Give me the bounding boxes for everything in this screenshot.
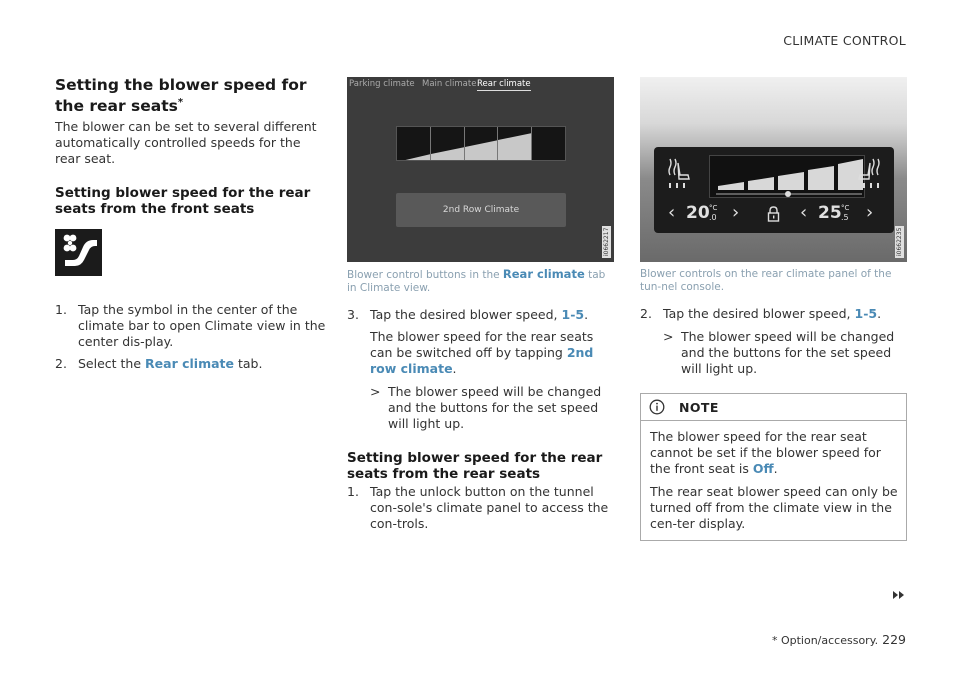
blower-level-3 bbox=[465, 127, 499, 160]
blower-level-5 bbox=[532, 127, 565, 160]
rear-blower-display bbox=[709, 155, 865, 198]
blower-level-1 bbox=[397, 127, 431, 160]
temp-right-value: 25 bbox=[818, 203, 842, 223]
chevron-right-icon: › bbox=[732, 202, 740, 223]
option-asterisk: * bbox=[177, 97, 184, 108]
chevron-left-icon: ‹ bbox=[668, 202, 676, 223]
fan-icon bbox=[55, 229, 102, 276]
tab-main-climate: Main climate bbox=[422, 79, 477, 89]
page-title: Setting the blower speed for the rear seats* bbox=[55, 76, 307, 116]
temp-left-decimal: .0 bbox=[709, 213, 717, 222]
list-item: 2. Select the Rear climate tab. bbox=[55, 356, 263, 372]
chevron-right-icon: › bbox=[866, 202, 874, 223]
step-detail: The blower speed for the rear seats can be switched off by tapping 2nd row climate. bbox=[370, 329, 594, 376]
climate-view-screenshot bbox=[347, 77, 614, 262]
chevron-left-icon: ‹ bbox=[800, 202, 808, 223]
figure-caption: Blower control buttons in the Rear climate tab in Climate view. bbox=[347, 267, 606, 294]
subheading-rear-seats: Setting blower speed for the rear seats from the rear seats bbox=[347, 450, 603, 482]
steps-list-front-cont bbox=[347, 307, 614, 323]
image-code: i0662217 bbox=[603, 227, 610, 257]
tab-parking-climate: Parking climate bbox=[349, 79, 415, 89]
note-box bbox=[640, 393, 907, 541]
climate-tabs bbox=[347, 78, 614, 92]
temp-left-unit: °C bbox=[709, 204, 718, 212]
rear-climate-tab-ref: Rear climate bbox=[145, 356, 234, 372]
blower-speed-bar bbox=[396, 126, 566, 161]
section-header: CLIMATE CONTROL bbox=[783, 33, 906, 48]
list-item: 3. Tap the desired blower speed, 1-5. bbox=[347, 307, 589, 322]
note-label: NOTE bbox=[679, 399, 719, 415]
second-row-climate-button: 2nd Row Climate bbox=[396, 193, 566, 227]
column-right bbox=[640, 77, 907, 541]
page-footer bbox=[772, 632, 906, 647]
seat-heat-right-icon bbox=[856, 157, 882, 189]
lock-icon bbox=[767, 206, 780, 222]
temp-left-value: 20 bbox=[686, 203, 710, 223]
note-body bbox=[641, 421, 906, 540]
temp-right-unit: °C bbox=[841, 204, 850, 212]
list-item: 1. Tap the symbol in the center of the climate bar to open Climate view in the center dis-play. bbox=[55, 302, 326, 350]
seat-heat-left-icon bbox=[666, 157, 692, 189]
rear-panel-screenshot bbox=[640, 77, 907, 262]
step-result: > The blower speed will be changed and the buttons for the set speed will light up. bbox=[663, 329, 895, 376]
column-middle bbox=[347, 77, 614, 532]
temp-right-decimal: .5 bbox=[841, 213, 849, 222]
note-paragraph: The rear seat blower speed can only be turned off from the climate view in the cen-ter display. bbox=[650, 484, 898, 531]
steps-list-front bbox=[55, 302, 327, 372]
list-item: 1. Tap the unlock button on the tunnel con-sole's climate panel to access the con-trols. bbox=[347, 484, 609, 531]
image-code: i0662235 bbox=[896, 227, 903, 257]
note-paragraph: The blower speed for the rear seat cannot be set if the blower speed for the front seat is Off. bbox=[650, 429, 881, 476]
steps-list-rear bbox=[347, 484, 614, 532]
blower-level-4 bbox=[498, 127, 532, 160]
tab-rear-climate: Rear climate bbox=[477, 79, 531, 89]
note-header bbox=[641, 394, 906, 421]
temperature-row bbox=[654, 203, 894, 225]
list-item: 2. Tap the desired blower speed, 1-5. bbox=[640, 306, 882, 321]
column-left bbox=[55, 77, 327, 372]
intro-text: The blower can be set to several different automatically controlled speeds for the rear seat. bbox=[55, 119, 317, 167]
rear-climate-panel bbox=[654, 147, 894, 233]
option-note: * Option/accessory. bbox=[771, 634, 879, 647]
steps-list-rear-cont bbox=[640, 306, 907, 322]
step-result: > The blower speed will be changed and the buttons for the set speed will light up. bbox=[370, 384, 602, 431]
figure-caption: Blower controls on the rear climate panel of the tun-nel console. bbox=[640, 268, 892, 293]
next-page-icon[interactable] bbox=[892, 590, 906, 600]
page-number: 229 bbox=[882, 632, 906, 647]
second-row-climate-ref: 2nd row climate bbox=[370, 345, 594, 376]
info-icon bbox=[649, 399, 665, 415]
subheading-front-seats: Setting blower speed for the rear seats from the front seats bbox=[55, 185, 311, 218]
blower-level-2 bbox=[431, 127, 465, 160]
